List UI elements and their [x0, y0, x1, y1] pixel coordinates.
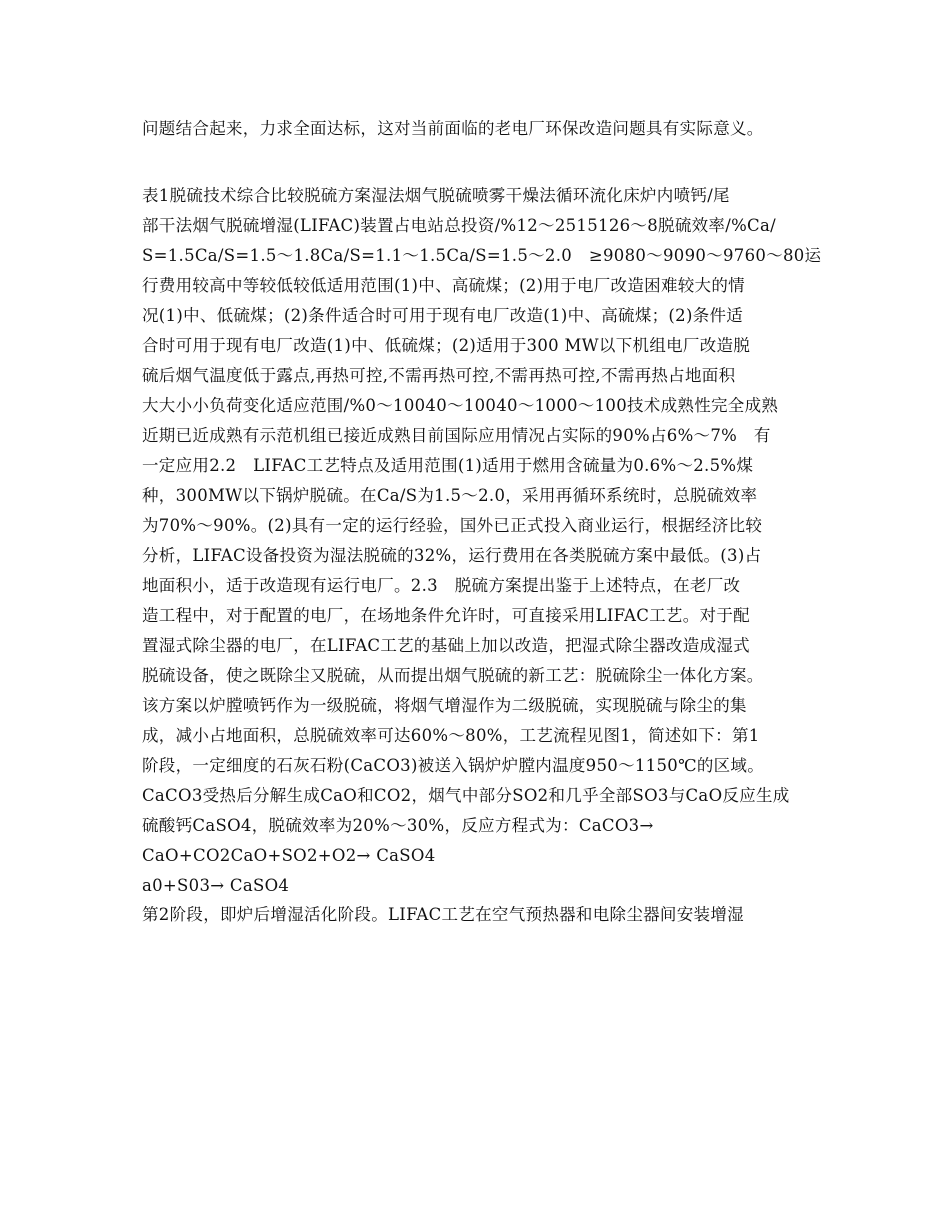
body-line: 近期已近成熟有示范机组已接近成熟目前国际应用情况占实际的90%占6%～7% 有: [142, 426, 771, 445]
body-line: 硫酸钙CaSO4，脱硫效率为20%～30%，反应方程式为：CaCO3→: [142, 816, 654, 835]
body-line: 种，300MW以下锅炉脱硫。在Ca/S为1.5～2.0，采用再循环系统时，总脱硫效率: [142, 486, 758, 505]
body-line: 地面积小，适于改造现有运行电厂。2.3 脱硫方案提出鉴于上述特点，在老厂改: [142, 576, 741, 595]
body-line: 分析，LIFAC设备投资为湿法脱硫的32%，运行费用在各类脱硫方案中最低。(3)占: [142, 546, 762, 565]
equation-line: a0+S03→ CaSO4: [142, 876, 290, 895]
intro-line: 问题结合起来，力求全面达标，这对当前面临的老电厂环保改造问题具有实际意义。: [142, 119, 764, 138]
body-line: S=1.5Ca/S=1.5～1.8Ca/S=1.1～1.5Ca/S=1.5～2.0 ≥9080～9090～9760～80运: [142, 246, 822, 265]
body-line: 表1脱硫技术综合比较脱硫方案湿法烟气脱硫喷雾干燥法循环流化床炉内喷钙/尾: [142, 186, 730, 205]
body-line: CaO+CO2CaO+SO2+O2→ CaSO4: [142, 846, 436, 865]
body-line: 况(1)中、低硫煤；(2)条件适合时可用于现有电厂改造(1)中、高硫煤；(2)条件适: [142, 306, 744, 325]
body-line: 阶段，一定细度的石灰石粉(CaCO3)被送入锅炉炉膛内温度950～1150℃的区域。: [142, 756, 765, 775]
body-line: 大大小小负荷变化适应范围/%0～10040～10040～1000～100技术成熟性完全成熟: [142, 396, 779, 415]
body-line: 部干法烟气脱硫增湿(LIFAC)装置占电站总投资/%12～2515126～8脱硫效率/%Ca/: [142, 216, 776, 235]
body-line: 该方案以炉膛喷钙作为一级脱硫，将烟气增湿作为二级脱硫，实现脱硫与除尘的集: [142, 696, 747, 715]
body-line: 为70%～90%。(2)具有一定的运行经验，国外已正式投入商业运行，根据经济比较: [142, 516, 763, 535]
body-line: 造工程中，对于配置的电厂，在场地条件允许时，可直接采用LIFAC工艺。对于配: [142, 606, 750, 625]
body-line: 成，减小占地面积，总脱硫效率可达60%～80%，工艺流程见图1，简述如下：第1: [142, 726, 760, 745]
body-line: 硫后烟气温度低于露点,再热可控,不需再热可控,不需再热可控,不需再热占地面积: [142, 366, 736, 385]
body-line: 一定应用2.2 LIFAC工艺特点及适用范围(1)适用于燃用含硫量为0.6%～2.5%煤: [142, 456, 754, 475]
stage-two-line: 第2阶段，即炉后增湿活化阶段。LIFAC工艺在空气预热器和电除尘器间安装增湿: [142, 905, 744, 924]
body-line: 脱硫设备，使之既除尘又脱硫，从而提出烟气脱硫的新工艺：脱硫除尘一体化方案。: [142, 666, 764, 685]
body-line: 合时可用于现有电厂改造(1)中、低硫煤；(2)适用于300 MW以下机组电厂改造脱: [142, 336, 751, 355]
body-line: 置湿式除尘器的电厂，在LIFAC工艺的基础上加以改造，把湿式除尘器改造成湿式: [142, 636, 750, 655]
body-line: CaCO3受热后分解生成CaO和CO2，烟气中部分SO2和几乎全部SO3与CaO反应生成: [142, 786, 790, 805]
body-line: 行费用较高中等较低较低适用范围(1)中、高硫煤；(2)用于电厂改造困难较大的情: [142, 276, 745, 295]
